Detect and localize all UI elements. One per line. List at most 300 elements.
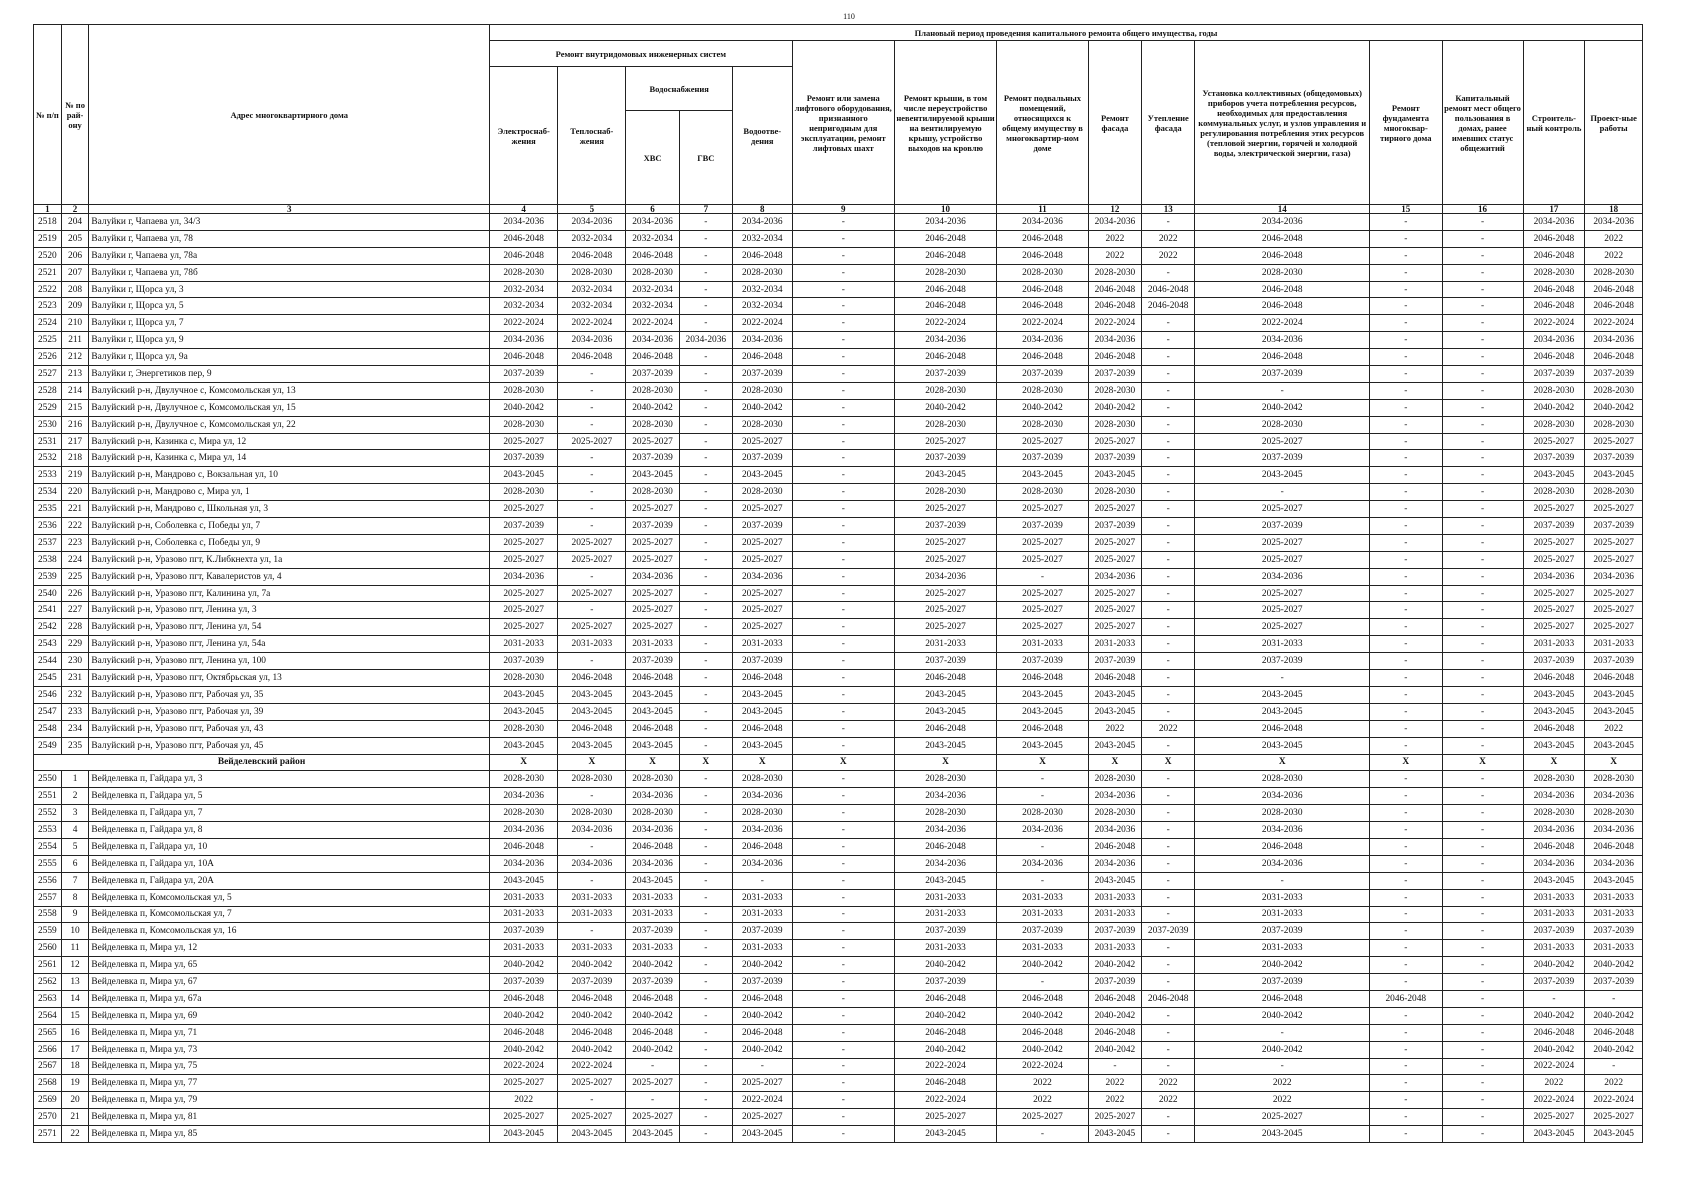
table-cell: 2034-2036 xyxy=(894,822,996,839)
table-cell: - xyxy=(792,450,894,467)
district-index: 18 xyxy=(61,1058,89,1075)
row-index: 2530 xyxy=(34,416,62,433)
row-index: 2557 xyxy=(34,889,62,906)
table-row xyxy=(34,703,1643,720)
table-cell: - xyxy=(1195,484,1370,501)
district-index: 212 xyxy=(61,349,89,366)
table-cell: - xyxy=(679,1024,732,1041)
table-cell: X xyxy=(894,754,996,771)
table-cell: - xyxy=(1585,990,1643,1007)
table-cell: 2034-2036 xyxy=(1088,822,1141,839)
table-cell: 2022 xyxy=(1585,230,1643,247)
table-cell: 2025-2027 xyxy=(558,551,626,568)
table-header xyxy=(34,25,1643,214)
col-number: 15 xyxy=(1370,205,1442,214)
table-cell: - xyxy=(1142,940,1195,957)
table-cell: 2034-2036 xyxy=(1523,822,1585,839)
table-cell: 2046-2048 xyxy=(1088,838,1141,855)
table-cell: 2031-2033 xyxy=(1088,940,1141,957)
table-cell: - xyxy=(1370,1126,1442,1143)
table-cell: 2031-2033 xyxy=(1523,889,1585,906)
district-index: 235 xyxy=(61,737,89,754)
table-cell: 2043-2045 xyxy=(1585,1126,1643,1143)
table-cell: 2025-2027 xyxy=(1088,585,1141,602)
table-cell: - xyxy=(679,788,732,805)
table-cell: 2037-2039 xyxy=(1142,923,1195,940)
table-cell: - xyxy=(1442,1126,1523,1143)
table-row xyxy=(34,940,1643,957)
header-cold-water: ХВС xyxy=(626,111,679,205)
table-cell: - xyxy=(1142,737,1195,754)
table-cell: - xyxy=(1442,822,1523,839)
table-cell: 2025-2027 xyxy=(1585,619,1643,636)
table-cell: - xyxy=(1142,805,1195,822)
address-cell: Валуйский р-н, Мандрово с, Мира ул, 1 xyxy=(89,484,490,501)
table-cell: 2025-2027 xyxy=(626,433,679,450)
table-cell: 2037-2039 xyxy=(626,366,679,383)
table-cell: - xyxy=(1442,1041,1523,1058)
table-cell: 2034-2036 xyxy=(894,568,996,585)
col-number: 13 xyxy=(1142,205,1195,214)
table-row xyxy=(34,872,1643,889)
capital-repair-table xyxy=(33,24,1643,1143)
address-cell: Валуйки г, Щорса ул, 3 xyxy=(89,281,490,298)
district-row xyxy=(34,754,1643,771)
district-index: 231 xyxy=(61,670,89,687)
table-cell: X xyxy=(1195,754,1370,771)
table-cell: 2025-2027 xyxy=(626,1075,679,1092)
table-row xyxy=(34,1058,1643,1075)
table-cell: 2046-2048 xyxy=(732,247,792,264)
table-cell: - xyxy=(792,1126,894,1143)
district-index: 210 xyxy=(61,315,89,332)
table-cell: - xyxy=(558,399,626,416)
table-cell: 2028-2030 xyxy=(558,264,626,281)
table-cell: 2043-2045 xyxy=(626,872,679,889)
table-cell: 2046-2048 xyxy=(732,990,792,1007)
table-cell: 2028-2030 xyxy=(997,264,1089,281)
table-cell: - xyxy=(679,1092,732,1109)
table-cell: 2037-2039 xyxy=(1088,923,1141,940)
table-cell: 2037-2039 xyxy=(490,366,558,383)
table-cell: - xyxy=(1442,518,1523,535)
table-cell: 2037-2039 xyxy=(1585,974,1643,991)
table-cell: - xyxy=(679,433,732,450)
table-cell: 2022 xyxy=(1523,1075,1585,1092)
table-cell: 2046-2048 xyxy=(1585,349,1643,366)
table-cell: - xyxy=(1142,214,1195,231)
table-cell: 2025-2027 xyxy=(1523,602,1585,619)
table-cell: 2025-2027 xyxy=(1088,534,1141,551)
table-row xyxy=(34,805,1643,822)
district-index: 218 xyxy=(61,450,89,467)
table-row xyxy=(34,1109,1643,1126)
table-cell: 2028-2030 xyxy=(1585,805,1643,822)
district-index: 228 xyxy=(61,619,89,636)
table-cell: 2043-2045 xyxy=(732,467,792,484)
table-cell: - xyxy=(558,416,626,433)
table-cell: 2028-2030 xyxy=(1195,805,1370,822)
table-cell: - xyxy=(1142,703,1195,720)
table-cell: - xyxy=(1370,366,1442,383)
district-index: 17 xyxy=(61,1041,89,1058)
table-row xyxy=(34,906,1643,923)
table-cell: - xyxy=(1442,838,1523,855)
table-cell: 2022-2024 xyxy=(1585,315,1643,332)
table-cell: 2046-2048 xyxy=(1195,247,1370,264)
table-cell: 2025-2027 xyxy=(732,1075,792,1092)
table-cell: 2028-2030 xyxy=(1088,382,1141,399)
table-cell: - xyxy=(1142,450,1195,467)
table-cell: 2025-2027 xyxy=(1585,501,1643,518)
table-row xyxy=(34,315,1643,332)
table-cell: 2043-2045 xyxy=(1523,1126,1585,1143)
table-cell: 2046-2048 xyxy=(1370,990,1442,1007)
table-cell: 2040-2042 xyxy=(1195,957,1370,974)
table-cell: 2037-2039 xyxy=(1585,653,1643,670)
table-cell: - xyxy=(1142,636,1195,653)
table-cell: 2046-2048 xyxy=(894,990,996,1007)
table-cell: 2043-2045 xyxy=(1585,703,1643,720)
table-cell: 2022-2024 xyxy=(894,1058,996,1075)
address-cell: Валуйский р-н, Соболевка с, Победы ул, 7 xyxy=(89,518,490,535)
table-cell: 2046-2048 xyxy=(1195,838,1370,855)
table-cell: 2034-2036 xyxy=(1585,332,1643,349)
table-cell: 2028-2030 xyxy=(1523,771,1585,788)
table-cell: 2031-2033 xyxy=(997,906,1089,923)
table-cell: 2025-2027 xyxy=(997,534,1089,551)
address-cell: Валуйки г, Чапаева ул, 34/3 xyxy=(89,214,490,231)
table-cell: - xyxy=(1142,1007,1195,1024)
row-index: 2539 xyxy=(34,568,62,585)
table-cell: 2043-2045 xyxy=(732,1126,792,1143)
table-cell: 2046-2048 xyxy=(1088,670,1141,687)
table-cell: - xyxy=(792,940,894,957)
table-cell: 2032-2034 xyxy=(626,298,679,315)
table-cell: - xyxy=(792,788,894,805)
district-index: 213 xyxy=(61,366,89,383)
table-cell: - xyxy=(679,822,732,839)
header-electricity: Электроснаб-жения xyxy=(490,67,558,205)
table-cell: 2025-2027 xyxy=(732,501,792,518)
table-cell: - xyxy=(1442,670,1523,687)
table-cell: 2040-2042 xyxy=(626,399,679,416)
table-cell: 2034-2036 xyxy=(1585,788,1643,805)
table-cell: 2046-2048 xyxy=(626,990,679,1007)
table-cell: 2046-2048 xyxy=(1088,349,1141,366)
table-cell: - xyxy=(679,636,732,653)
table-cell: - xyxy=(1142,382,1195,399)
table-row xyxy=(34,501,1643,518)
table-cell: 2034-2036 xyxy=(490,332,558,349)
table-cell: X xyxy=(1370,754,1442,771)
address-cell: Валуйский р-н, Уразово пгт, Ленина ул, 54 xyxy=(89,619,490,636)
table-cell: 2046-2048 xyxy=(997,720,1089,737)
table-cell: 2025-2027 xyxy=(558,1075,626,1092)
table-cell: 2046-2048 xyxy=(626,838,679,855)
table-cell: - xyxy=(792,247,894,264)
table-cell: - xyxy=(792,1092,894,1109)
district-index: 21 xyxy=(61,1109,89,1126)
table-cell: 2022-2024 xyxy=(1523,315,1585,332)
district-index: 15 xyxy=(61,1007,89,1024)
row-index: 2567 xyxy=(34,1058,62,1075)
district-index: 219 xyxy=(61,467,89,484)
table-cell: - xyxy=(679,501,732,518)
district-index: 224 xyxy=(61,551,89,568)
table-cell: 2028-2030 xyxy=(894,382,996,399)
table-cell: 2037-2039 xyxy=(1195,923,1370,940)
table-cell: - xyxy=(1442,399,1523,416)
table-row xyxy=(34,838,1643,855)
table-cell: 2022-2024 xyxy=(1523,1092,1585,1109)
table-cell: 2025-2027 xyxy=(558,585,626,602)
table-cell: 2046-2048 xyxy=(558,990,626,1007)
table-row xyxy=(34,822,1643,839)
table-cell: 2040-2042 xyxy=(626,1007,679,1024)
table-cell: 2034-2036 xyxy=(490,568,558,585)
table-cell: 2046-2048 xyxy=(997,298,1089,315)
district-index: 225 xyxy=(61,568,89,585)
table-cell: - xyxy=(1370,923,1442,940)
table-cell: 2040-2042 xyxy=(1195,1041,1370,1058)
table-cell: 2037-2039 xyxy=(894,923,996,940)
table-row xyxy=(34,686,1643,703)
table-cell: - xyxy=(1370,889,1442,906)
table-cell: 2031-2033 xyxy=(626,906,679,923)
table-cell: 2025-2027 xyxy=(490,619,558,636)
address-cell: Валуйский р-н, Уразово пгт, Ленина ул, 3 xyxy=(89,602,490,619)
table-cell: - xyxy=(1370,771,1442,788)
table-cell: 2032-2034 xyxy=(732,298,792,315)
row-index: 2522 xyxy=(34,281,62,298)
table-cell: - xyxy=(1142,264,1195,281)
table-cell: 2046-2048 xyxy=(1088,281,1141,298)
table-cell: - xyxy=(1442,366,1523,383)
table-cell: 2034-2036 xyxy=(732,788,792,805)
row-index: 2568 xyxy=(34,1075,62,1092)
table-cell: 2034-2036 xyxy=(490,855,558,872)
table-cell: 2037-2039 xyxy=(1523,653,1585,670)
table-cell: - xyxy=(679,1041,732,1058)
header-water-supply: Водоснабжения xyxy=(626,67,733,111)
table-cell: 2028-2030 xyxy=(894,805,996,822)
table-cell: 2040-2042 xyxy=(1088,1007,1141,1024)
table-cell: 2025-2027 xyxy=(1585,1109,1643,1126)
table-row xyxy=(34,788,1643,805)
table-cell: 2046-2048 xyxy=(1585,1024,1643,1041)
address-cell: Валуйки г, Щорса ул, 9 xyxy=(89,332,490,349)
table-cell: - xyxy=(679,771,732,788)
table-cell: - xyxy=(1442,281,1523,298)
table-cell: 2043-2045 xyxy=(558,1126,626,1143)
table-cell: 2025-2027 xyxy=(1195,501,1370,518)
table-cell: - xyxy=(792,281,894,298)
column-number-row xyxy=(34,205,1643,214)
table-row xyxy=(34,264,1643,281)
table-cell: 2046-2048 xyxy=(558,349,626,366)
table-cell: 2025-2027 xyxy=(626,551,679,568)
address-cell: Валуйский р-н, Двулучное с, Комсомольская ул, 13 xyxy=(89,382,490,399)
table-row xyxy=(34,450,1643,467)
table-cell: 2043-2045 xyxy=(1523,686,1585,703)
row-index: 2528 xyxy=(34,382,62,399)
table-cell: 2037-2039 xyxy=(732,653,792,670)
address-cell: Валуйский р-н, Двулучное с, Комсомольская ул, 22 xyxy=(89,416,490,433)
table-row xyxy=(34,534,1643,551)
table-cell: - xyxy=(1442,433,1523,450)
table-cell: - xyxy=(732,872,792,889)
table-cell: 2040-2042 xyxy=(997,399,1089,416)
address-cell: Валуйки г, Энергетиков пер, 9 xyxy=(89,366,490,383)
district-index: 216 xyxy=(61,416,89,433)
row-index: 2550 xyxy=(34,771,62,788)
table-cell: - xyxy=(1370,332,1442,349)
page-number: 110 xyxy=(843,12,855,21)
table-cell: 2043-2045 xyxy=(1088,1126,1141,1143)
table-cell: - xyxy=(792,399,894,416)
header-heating: Теплоснаб-жения xyxy=(558,67,626,205)
row-index: 2537 xyxy=(34,534,62,551)
table-cell: 2034-2036 xyxy=(732,332,792,349)
table-cell: - xyxy=(1442,1092,1523,1109)
table-cell: - xyxy=(1142,686,1195,703)
table-cell: 2025-2027 xyxy=(997,501,1089,518)
table-cell: 2031-2033 xyxy=(732,906,792,923)
table-cell: - xyxy=(1370,315,1442,332)
row-index: 2553 xyxy=(34,822,62,839)
table-cell: 2040-2042 xyxy=(1523,957,1585,974)
table-cell: - xyxy=(792,974,894,991)
table-cell: 2040-2042 xyxy=(1195,1007,1370,1024)
table-cell: - xyxy=(1142,602,1195,619)
table-cell: - xyxy=(558,602,626,619)
table-cell: - xyxy=(679,619,732,636)
table-cell: - xyxy=(1142,906,1195,923)
table-cell: 2034-2036 xyxy=(626,822,679,839)
table-cell: - xyxy=(1370,264,1442,281)
table-cell: 2043-2045 xyxy=(1523,872,1585,889)
table-cell: - xyxy=(679,1058,732,1075)
address-cell: Валуйки г, Чапаева ул, 78б xyxy=(89,264,490,281)
table-cell: 2025-2027 xyxy=(894,619,996,636)
table-cell: 2022 xyxy=(1142,247,1195,264)
table-cell: 2037-2039 xyxy=(1088,366,1141,383)
table-cell: 2046-2048 xyxy=(894,230,996,247)
table-cell: 2031-2033 xyxy=(1195,636,1370,653)
table-cell: 2031-2033 xyxy=(1585,906,1643,923)
table-cell: - xyxy=(558,1092,626,1109)
table-cell: - xyxy=(679,670,732,687)
row-index: 2529 xyxy=(34,399,62,416)
table-row xyxy=(34,467,1643,484)
table-cell: 2037-2039 xyxy=(490,653,558,670)
col-number: 2 xyxy=(61,205,89,214)
table-cell: 2025-2027 xyxy=(626,1109,679,1126)
district-index: 14 xyxy=(61,990,89,1007)
district-index: 6 xyxy=(61,855,89,872)
row-index: 2566 xyxy=(34,1041,62,1058)
table-cell: 2028-2030 xyxy=(732,264,792,281)
table-cell: 2025-2027 xyxy=(1523,551,1585,568)
table-cell: 2046-2048 xyxy=(558,670,626,687)
row-index: 2527 xyxy=(34,366,62,383)
table-cell: 2025-2027 xyxy=(732,602,792,619)
table-cell: 2031-2033 xyxy=(732,940,792,957)
table-row xyxy=(34,399,1643,416)
table-cell: - xyxy=(1442,1024,1523,1041)
table-cell: 2034-2036 xyxy=(1523,568,1585,585)
table-cell: - xyxy=(1442,467,1523,484)
table-cell: - xyxy=(1442,382,1523,399)
table-cell: - xyxy=(1142,433,1195,450)
table-cell: 2043-2045 xyxy=(1195,686,1370,703)
table-cell: - xyxy=(679,1126,732,1143)
table-cell: 2037-2039 xyxy=(490,974,558,991)
table-cell: - xyxy=(1370,534,1442,551)
table-cell: - xyxy=(792,568,894,585)
table-row xyxy=(34,484,1643,501)
header-col-address: Адрес многоквартирного дома xyxy=(89,25,490,205)
table-cell: 2040-2042 xyxy=(894,399,996,416)
row-index: 2523 xyxy=(34,298,62,315)
address-cell: Валуйский р-н, Уразово пгт, Ленина ул, 54а xyxy=(89,636,490,653)
table-cell: 2028-2030 xyxy=(490,382,558,399)
table-cell: 2025-2027 xyxy=(1195,551,1370,568)
table-cell: 2034-2036 xyxy=(1195,855,1370,872)
table-cell: 2025-2027 xyxy=(894,501,996,518)
table-cell: 2046-2048 xyxy=(894,838,996,855)
table-cell: 2046-2048 xyxy=(997,230,1089,247)
table-cell: 2034-2036 xyxy=(997,855,1089,872)
table-cell: 2032-2034 xyxy=(558,230,626,247)
table-cell: - xyxy=(792,771,894,788)
table-cell: - xyxy=(1442,551,1523,568)
table-cell: 2037-2039 xyxy=(1523,450,1585,467)
table-cell: 2032-2034 xyxy=(490,281,558,298)
table-row xyxy=(34,585,1643,602)
table-cell: 2028-2030 xyxy=(894,771,996,788)
table-cell: 2037-2039 xyxy=(997,653,1089,670)
table-cell: - xyxy=(1370,1092,1442,1109)
table-cell: - xyxy=(679,703,732,720)
table-cell: 2040-2042 xyxy=(894,957,996,974)
table-cell: - xyxy=(1442,636,1523,653)
col-number: 6 xyxy=(626,205,679,214)
table-cell: 2043-2045 xyxy=(1523,737,1585,754)
table-cell: - xyxy=(1370,484,1442,501)
table-cell: - xyxy=(792,332,894,349)
table-cell: 2046-2048 xyxy=(626,720,679,737)
district-index: 4 xyxy=(61,822,89,839)
table-cell: 2046-2048 xyxy=(1585,281,1643,298)
table-cell: 2028-2030 xyxy=(732,484,792,501)
row-index: 2538 xyxy=(34,551,62,568)
table-cell: 2031-2033 xyxy=(490,906,558,923)
table-cell: 2037-2039 xyxy=(997,923,1089,940)
table-cell: - xyxy=(679,450,732,467)
table-cell: 2031-2033 xyxy=(490,940,558,957)
table-cell: 2046-2048 xyxy=(1142,990,1195,1007)
district-index: 2 xyxy=(61,788,89,805)
table-cell: - xyxy=(1442,450,1523,467)
col-number: 18 xyxy=(1585,205,1643,214)
table-cell: 2025-2027 xyxy=(1523,619,1585,636)
table-cell: X xyxy=(1523,754,1585,771)
table-cell: 2025-2027 xyxy=(1195,602,1370,619)
table-row xyxy=(34,974,1643,991)
table-cell: X xyxy=(490,754,558,771)
